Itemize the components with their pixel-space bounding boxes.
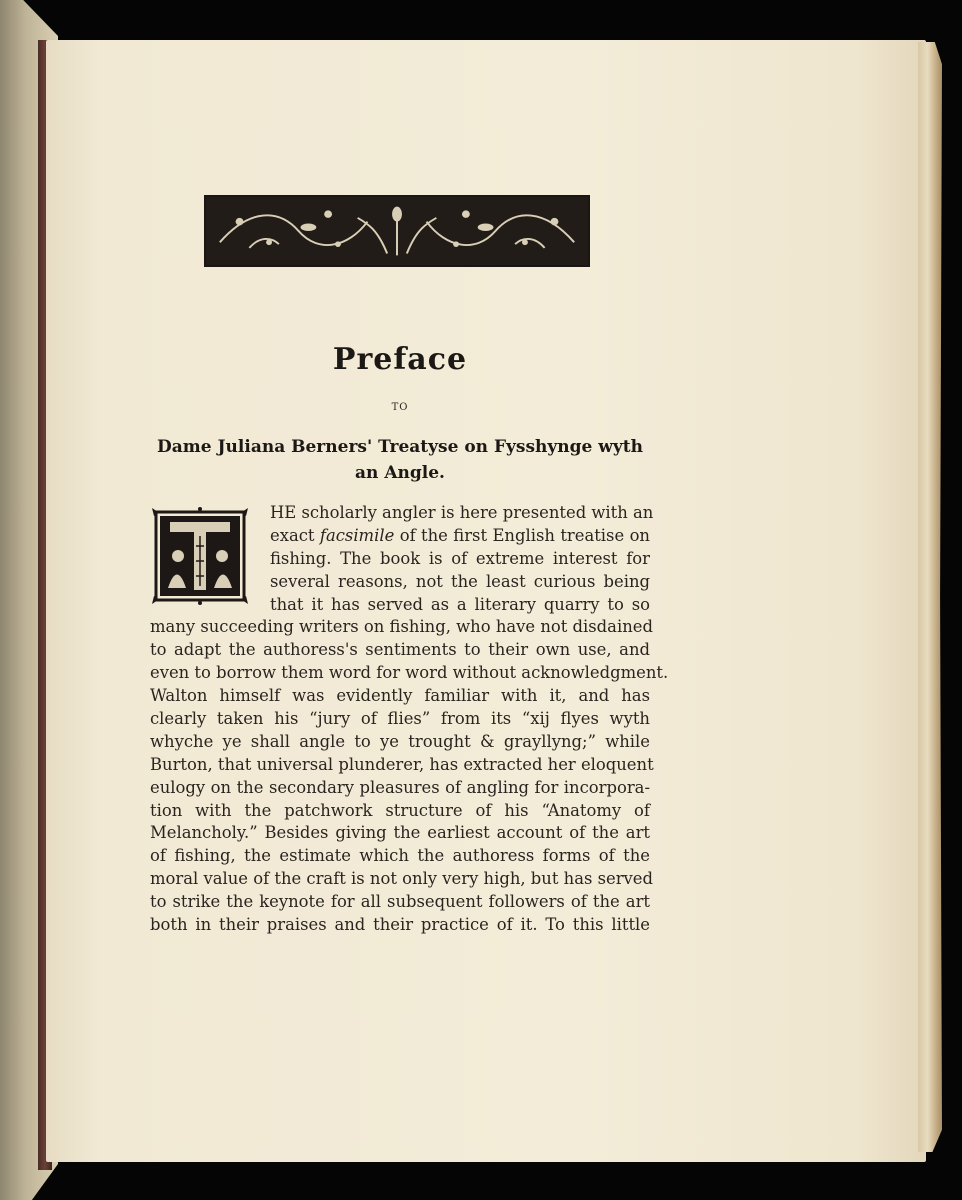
body-line-4: several reasons, not the least curious being: [270, 571, 650, 591]
body-line-3: fishing. The book is of extreme interest for: [270, 548, 650, 568]
page-fore-edge: [918, 42, 942, 1152]
body-line-18: to strike the keynote for all subsequent followers of the art: [150, 892, 650, 912]
to-label: TO: [391, 402, 409, 413]
body-line-12: Burton, that universal plunderer, has extracted her eloquent: [150, 754, 654, 774]
body-line-15: Melancholy.” Besides giving the earliest account of the art: [150, 823, 650, 843]
subtitle-line-2: an Angle.: [355, 463, 445, 483]
subtitle: [150, 434, 650, 486]
body-line-19: both in their praises and their practice of it. To this little: [150, 915, 650, 935]
facsimile-italic: facsimile: [319, 525, 395, 545]
body-line-13: eulogy on the secondary pleasures of angling for incorpora-: [150, 777, 650, 797]
subtitle-line-1: Dame Juliana Berners' Treatyse on Fysshynge wyth: [157, 437, 643, 457]
body-line-2-text-end: of the first English treatise on: [394, 525, 650, 545]
ornamental-headpiece: [204, 195, 590, 267]
body-line-14: tion with the patchwork structure of his “Anatomy of: [150, 800, 650, 820]
body-line-2-text: exact: [270, 525, 320, 545]
body-line-9: Walton himself was evidently familiar with it, and has: [150, 686, 650, 706]
page-title: Preface: [332, 342, 468, 377]
body-line-10: clearly taken his “jury of flies” from its “xij flyes wyth: [150, 709, 650, 729]
body-line-6: many succeeding writers on fishing, who have not disdained: [150, 617, 653, 637]
body-line-7: to adapt the authoress's sentiments to their own use, and: [150, 640, 650, 660]
body-line-5: that it has served as a literary quarry to so: [270, 594, 650, 614]
body-line-8: even to borrow them word for word without acknowledgment.: [150, 663, 669, 683]
body-line-16: of fishing, the estimate which the authoress forms of the: [150, 846, 650, 866]
body-line-11: whyche ye shall angle to ye trought & grayllyng;” while: [150, 731, 650, 751]
body-line-17: moral value of the craft is not only very high, but has served: [150, 869, 654, 889]
body-line-1: HE scholarly angler is here presented with an: [270, 503, 654, 522]
body-paragraph: [150, 502, 669, 937]
body-line-2: [150, 525, 650, 548]
